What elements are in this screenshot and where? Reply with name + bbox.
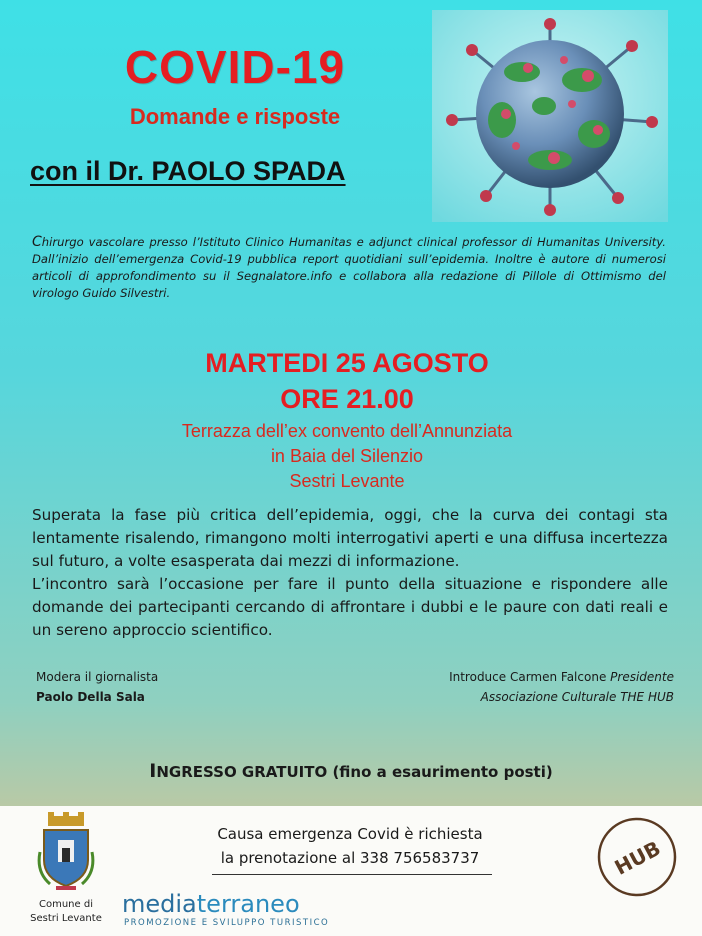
event-date: MARTEDI 25 AGOSTO — [205, 348, 489, 378]
introducer-role: Presidente — [610, 670, 674, 684]
moderator-label: Modera il giornalista — [36, 670, 159, 684]
crest-caption-line-2: Sestri Levante — [30, 913, 102, 924]
introducer-org: Associazione Culturale THE HUB — [480, 690, 674, 704]
event-time: ORE 21.00 — [280, 384, 414, 414]
the-hub-logo — [594, 814, 680, 900]
moderator-name: Paolo Della Sala — [36, 690, 145, 704]
brand-part-1: media — [122, 890, 197, 918]
svg-text:HUB: HUB — [610, 835, 665, 880]
notice-line-1: Causa emergenza Covid è richiesta — [217, 825, 483, 843]
venue-line-1: Terrazza dell’ex convento dell’Annunziata — [181, 421, 513, 441]
brand-tagline: PROMOZIONE E SVILUPPO TURISTICO — [124, 918, 330, 928]
notice-underline — [212, 874, 492, 875]
bio-initial: C — [32, 234, 42, 250]
venue-line-2: in Baia del Silenzio — [270, 446, 424, 466]
event-description — [32, 504, 668, 642]
speaker-bio — [32, 234, 666, 302]
bio-text: hirurgo vascolare presso l’Istituto Clinico Humanitas e adjunct clinical professor di Humanitas University. Dall’inizio dell’emergenza Covid-19 pubblica report quotidiani sull’epidemia. Inoltre è autore di numerosi articoli di approfondimento su il Segnalatore.info e collabora alla redazione di Pillole di Ottimismo del virologo Guido Silvestri. — [32, 235, 666, 300]
crest-caption-line-1: Comune di — [39, 899, 93, 910]
description-paragraph-1: Superata la fase più critica dell’epidemia, oggi, che la curva dei contagi sta lentamente risalendo, rimangono molti interrogativi aperti e una diffusa incertezza sul futuro, a volte esasperata dai mezzi di informazione. — [32, 506, 668, 570]
poster-subtitle: Domande e risposte — [129, 104, 341, 129]
admission-note: (fino a esaurimento posti) — [332, 763, 553, 781]
virus-image — [432, 10, 668, 222]
admission-info — [0, 760, 702, 782]
introducer-label: Introduce Carmen Falcone — [449, 670, 607, 684]
introducer-line — [449, 670, 674, 684]
venue-line-3: Sestri Levante — [289, 471, 405, 491]
admission-main: NGRESSO GRATUITO — [156, 763, 328, 781]
description-paragraph-2: L’incontro sarà l’occasione per fare il punto della situazione e rispondere alle domande dei partecipanti cercando di affrontare i dubbi e le paure con dati reali e un sereno approccio scientifico. — [32, 575, 668, 639]
mediaterraneo-logo — [122, 890, 300, 918]
notice-line-2: la prenotazione al 338 756583737 — [220, 849, 480, 867]
crest-caption — [18, 898, 114, 926]
admission-initial: I — [149, 760, 157, 782]
poster-title: COVID-19 — [124, 41, 346, 93]
town-crest — [36, 812, 96, 892]
brand-part-2: terraneo — [196, 890, 300, 918]
booking-notice — [200, 822, 500, 870]
guest-name: con il Dr. PAOLO SPADA — [30, 156, 346, 186]
